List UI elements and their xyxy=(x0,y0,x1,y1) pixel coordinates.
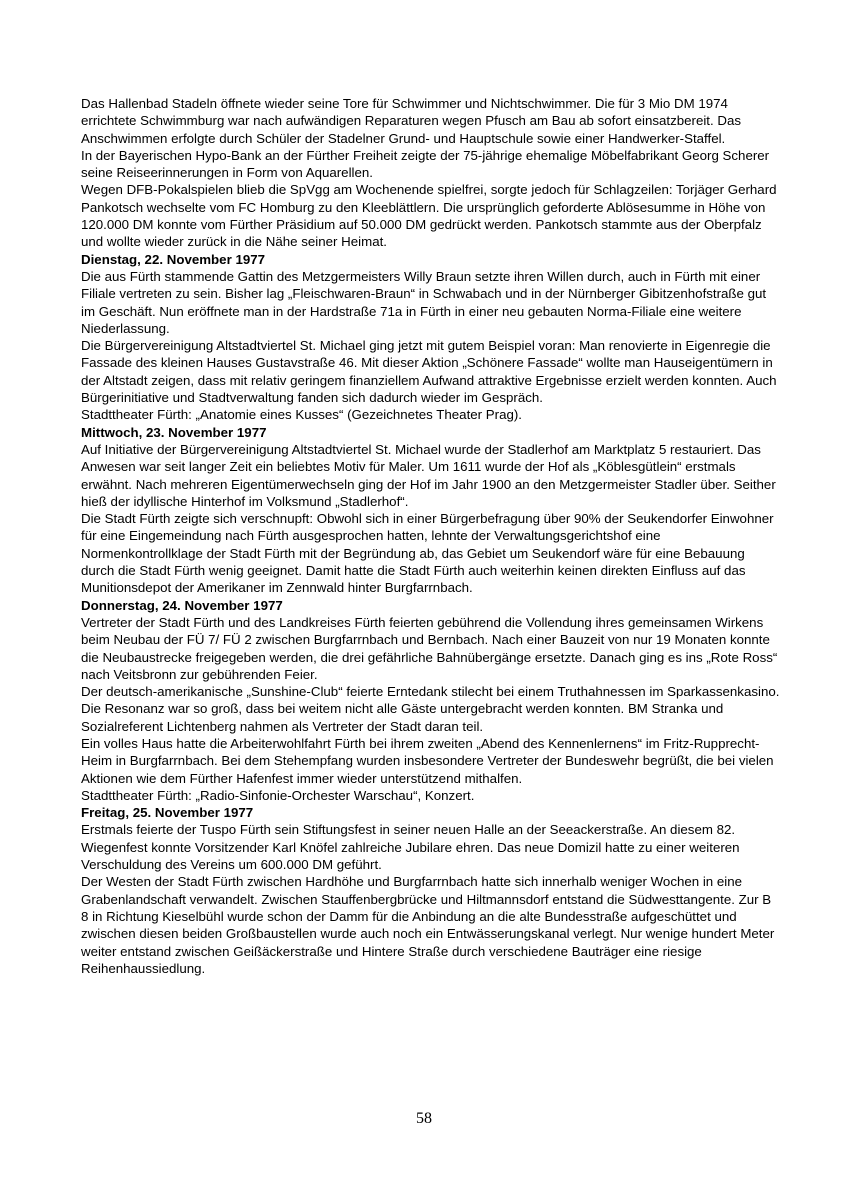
page-content xyxy=(81,95,781,977)
section-heading: Freitag, 25. November 1977 xyxy=(81,805,254,821)
paragraph: Der deutsch-amerikanische „Sunshine-Club“ feierte Erntedank stilecht bei einem Truthahnessen im Sparkassenkasino. Die Resonanz war so groß, dass bei weitem nicht alle Gäste untergebracht werden konnten. BM Stranka und Sozialreferent Lichtenberg nahmen als Vertreter der Stadt daran teil. xyxy=(81,684,780,734)
paragraph: In der Bayerischen Hypo-Bank an der Fürther Freiheit zeigte der 75-jährige ehemalige Möbelfabrikant Georg Scherer seine Reiseerinnerungen in Form von Aquarellen. xyxy=(81,147,770,181)
page-number: 58 xyxy=(416,1110,432,1127)
section-dienstag xyxy=(81,251,781,424)
paragraph: Ein volles Haus hatte die Arbeiterwohlfahrt Fürth bei ihrem zweiten „Abend des Kennenlernens“ im Fritz-Rupprecht-Heim in Burgfarrnbach. Bei dem Stehempfang wurden insbesondere Vertreter der Bundeswehr begrüßt, die bei vielen Aktionen wie dem Fürther Hafenfest immer wieder unterstützend mithalfen. xyxy=(81,735,774,786)
paragraph: Auf Initiative der Bürgervereinigung Altstadtviertel St. Michael wurde der Stadlerhof am Marktplatz 5 restauriert. Das Anwesen war seit langer Zeit ein beliebtes Motiv für Maler. Um 1611 wurde der Hof als „Köblesgütlein“ erstmals erwähnt. Nach mehreren Eigentümerwechseln ging der Hof im Jahr 1900 an den Metzgermeister Stadler über. Seither hieß der idyllische Hinterhof im Volksmund „Stadlerhof“. xyxy=(81,441,776,509)
section-intro xyxy=(81,95,781,251)
section-heading: Dienstag, 22. November 1977 xyxy=(81,251,266,267)
paragraph: Das Hallenbad Stadeln öffnete wieder seine Tore für Schwimmer und Nichtschwimmer. Die für 3 Mio DM 1974 errichtete Schwimmburg war nach aufwändigen Reparaturen wegen Pfusch am Bau ab sofort einsatzbereit. Das Anschwimmen erfolgte durch Schüler der Stadelner Grund- und Hauptschule sowie einer Handwerker-Staffel. xyxy=(81,96,742,146)
paragraph: Stadttheater Fürth: „Anatomie eines Kusses“ (Gezeichnetes Theater Prag). xyxy=(81,407,522,423)
section-heading: Donnerstag, 24. November 1977 xyxy=(81,597,283,613)
section-mittwoch xyxy=(81,424,781,597)
paragraph: Wegen DFB-Pokalspielen blieb die SpVgg am Wochenende spielfrei, sorgte jedoch für Schlagzeilen: Torjäger Gerhard Pankotsch wechselte vom FC Homburg zu den Kleeblättlern. Die ursprünglich geforderte Ablösesumme in Höhe von 120.000 DM konnte vom Fürther Präsidium auf 50.000 DM gedrückt werden. Pankotsch stammte aus der Oberpfalz und wollte wieder zurück in die Nähe seiner Heimat. xyxy=(81,182,777,250)
paragraph: Die aus Fürth stammende Gattin des Metzgermeisters Willy Braun setzte ihren Willen durch, auch in Fürth mit einer Filiale vertreten zu sein. Bisher lag „Fleischwaren-Braun“ in Schwabach und in der Nürnberger Gibitzenhofstraße gut im Geschäft. Nun eröffnete man in der Hardstraße 71a in Fürth in einer neu gebauten Norma-Filiale eine weitere Niederlassung. xyxy=(81,268,767,336)
section-donnerstag xyxy=(81,597,781,805)
paragraph: Die Stadt Fürth zeigte sich verschnupft: Obwohl sich in einer Bürgerbefragung über 90% der Seukendorfer Einwohner für eine Eingemeindung nach Fürth ausgesprochen hatten, lehnte der Verwaltungsgerichtshof eine Normenkontrollklage der Stadt Fürth mit der Begründung ab, das Gebiet um Seukendorf wäre für eine Bebauung durch die Stadt Fürth wenig geeignet. Damit hatte die Stadt Fürth auch weiterhin keinen direkten Einfluss auf das Munitionsdepot der Amerikaner im Zennwald hinter Burgfarrnbach. xyxy=(81,511,774,596)
paragraph: Der Westen der Stadt Fürth zwischen Hardhöhe und Burgfarrnbach hatte sich innerhalb weniger Wochen in eine Grabenlandschaft verwandelt. Zwischen Stauffenbergbrücke und Hiltmannsdorf entstand die Südwesttangente. Zur B 8 in Richtung Kieselbühl wurde schon der Damm für die Anbindung an die alte Bundesstraße aufgeschüttet und zwischen diesen beiden Großbaustellen wurde auch noch ein Entwässerungskanal verlegt. Nur wenige hundert Meter weiter entstand zwischen Geißäckerstraße und Hintere Straße durch verschiedene Bauträger eine riesige Reihenhaussiedlung. xyxy=(81,874,775,976)
paragraph: Stadttheater Fürth: „Radio-Sinfonie-Orchester Warschau“, Konzert. xyxy=(81,787,475,803)
section-freitag xyxy=(81,804,781,977)
paragraph: Erstmals feierte der Tuspo Fürth sein Stiftungsfest in seiner neuen Halle an der Seeackerstraße. An diesem 82. Wiegenfest konnte Vorsitzender Karl Knöfel zahlreiche Jubilare ehren. Das neue Domizil hatte zu einer weiteren Verschuldung des Vereins um 600.000 DM geführt. xyxy=(81,822,740,873)
paragraph: Die Bürgervereinigung Altstadtviertel St. Michael ging jetzt mit gutem Beispiel voran: Man renovierte in Eigenregie die Fassade des kleinen Hauses Gustavstraße 46. Mit dieser Aktion „Schönere Fassade“ wollte man Hauseigentümern in der Altstadt zeigen, dass mit relativ geringem finanziellem Aufwand attraktive Ergebnisse erzielt werden konnten. Auch Bürgerinitiative und Stadtverwaltung fanden sich dadurch wieder im Gespräch. xyxy=(81,338,777,406)
paragraph: Vertreter der Stadt Fürth und des Landkreises Fürth feierten gebührend die Vollendung ihres gemeinsamen Wirkens beim Neubau der FÜ 7/ FÜ 2 zwischen Burgfarrnbach und Bernbach. Nach einer Bauzeit von nur 19 Monaten konnte die Neubaustrecke freigegeben werden, die drei gefährliche Bahnübergänge ersetzte. Danach ging es ins „Rote Ross“ nach Veitsbronn zur gebührenden Feier. xyxy=(81,614,778,682)
section-heading: Mittwoch, 23. November 1977 xyxy=(81,424,267,440)
